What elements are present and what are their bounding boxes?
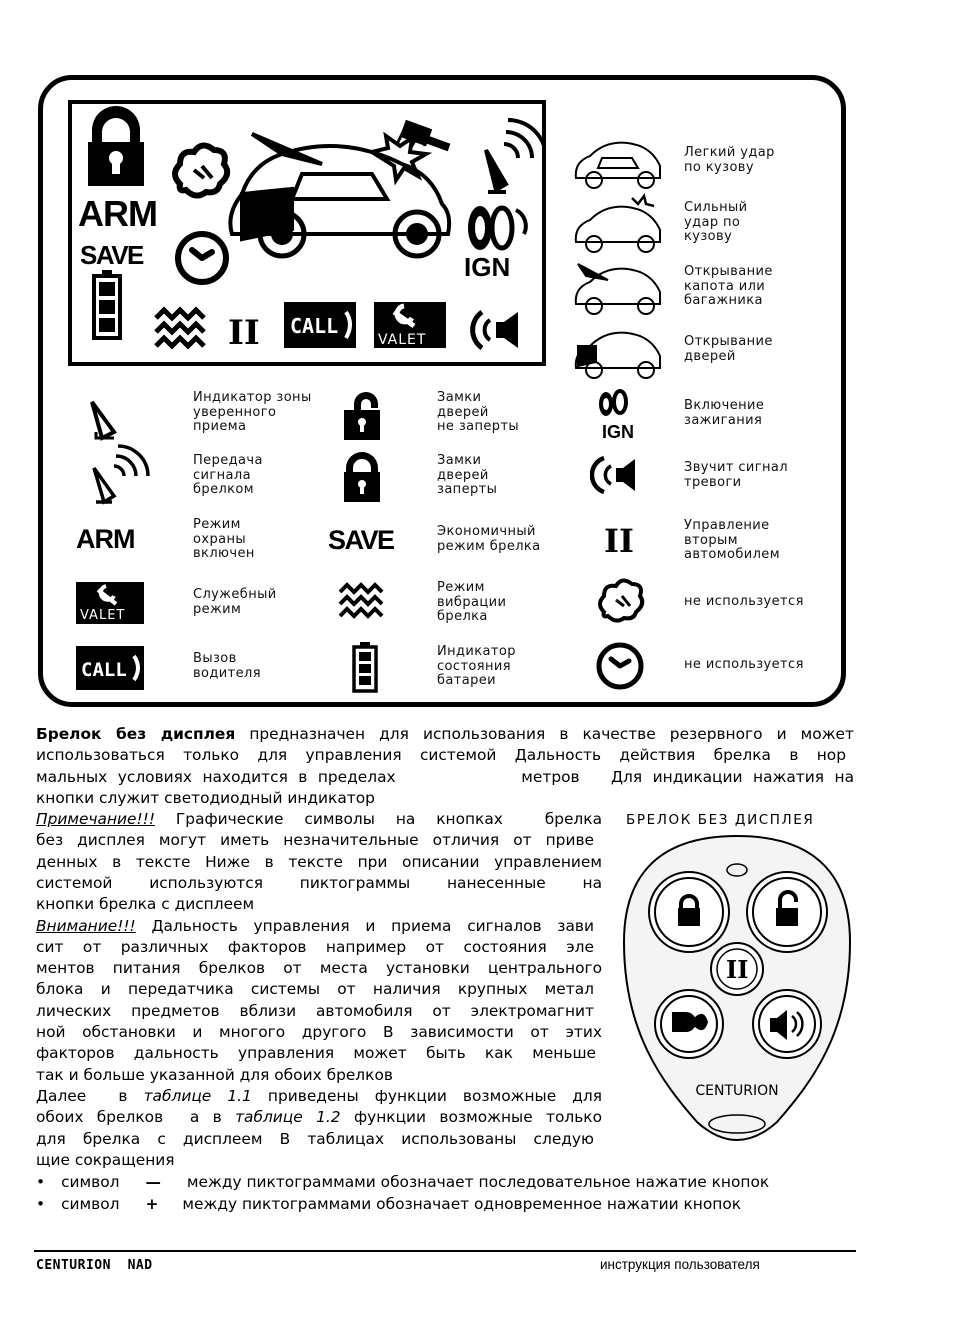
attention-label: Внимание!!! (36, 916, 136, 935)
siren-icon (592, 458, 635, 492)
arm-icon: ARM (76, 524, 135, 554)
svg-text:VALET: VALET (80, 608, 126, 623)
ign-label: IGN (464, 252, 511, 282)
intro-line-3: мальных условиях находится в пределах метров Для индикации нажатия на (36, 767, 854, 786)
footer-brand: CENTURION NAD (36, 1258, 153, 1273)
call-icon (76, 646, 144, 690)
col3-icons (590, 386, 660, 696)
ignition-icon (464, 206, 526, 282)
siren-button (753, 990, 821, 1058)
svg-text:VALET: VALET (378, 332, 427, 348)
svg-text:CALL: CALL (290, 314, 339, 338)
legend-hood-open: Открывание капота или багажника (684, 264, 773, 308)
fob-title: БРЕЛОК БЕЗ ДИСПЛЕЯ (626, 812, 815, 828)
vibration-icon (156, 310, 204, 346)
antenna-signal-icon (94, 446, 148, 502)
legend-call: Вызов водителя (193, 651, 261, 681)
hammer-icon (372, 120, 450, 180)
heavy-shock-icon (576, 196, 660, 252)
bullet-list (36, 1172, 856, 1220)
legend-exhaust: не используется (684, 594, 804, 609)
antenna-signal-icon (486, 120, 542, 192)
lock-closed-icon (344, 452, 380, 502)
legend-save: Экономичный режим брелка (437, 524, 541, 554)
lock-open-icon (344, 392, 380, 440)
second-car-label: II (228, 313, 260, 353)
intro-bold: Брелок без дисплея (36, 725, 236, 743)
legend-battery: Индикатор состояния батареи (437, 644, 516, 688)
ignition-button (655, 990, 723, 1058)
intro-line-4: кнопки служит светодиодный индикатор (36, 788, 375, 807)
lock-button (649, 872, 729, 952)
legend-arm: Режим охраны включен (193, 517, 255, 561)
lock-closed-icon (88, 106, 144, 186)
footer-doc-type: инструкция пользователя (600, 1257, 760, 1272)
bullet-sequential: • символ — между пиктограммами обозначает последовательное нажатие кнопок (36, 1173, 770, 1191)
clock-icon (599, 645, 641, 687)
footer-rule (34, 1250, 856, 1252)
legend-second-car: Управление вторым автомобилем (684, 518, 780, 562)
note-paragraph: Примечание!!! Графические символы на кнопках брелка без дисплея могут иметь незначительные отличия от приве денных в тексте Ниже в тексте при описании управлением системой используются пиктограммы нанесенные на кнопки брелка с дисплеем Внимание!!! Дальность управления и приема сигналов зави сит от различных факторов например от состояния эле ментов питания брелков от места установки центрального блока и передатчика системы от наличия крупных метал лических предметов вблизи автомобиля от электромагнит ной обстановки и многого другого В зависимости от этих факторов дальность управления может быть как меньше так и больше указанной для обоих брелков Далее в таблице 1.1 приведены функции возможные для обоих брелков а в таблице 1.2 функции возможные только для брелка с дисплеем В таблицах использованы следую щие сокращения (36, 810, 603, 1169)
legend-ignition: Включение зажигания (684, 398, 765, 428)
svg-text:CALL: CALL (81, 659, 127, 681)
doors-open-icon (576, 333, 660, 378)
clock-icon (178, 234, 226, 282)
exhaust-icon (600, 580, 642, 620)
legend-heavy-shock: Сильный удар по кузову (684, 200, 748, 244)
second-car-icon: II (604, 522, 634, 560)
battery-icon (354, 642, 376, 691)
arm-label: ARM (78, 193, 157, 234)
unlock-button (747, 872, 827, 952)
keyfob-image (622, 832, 852, 1144)
legend-siren: Звучит сигнал тревоги (684, 460, 788, 490)
save-icon: SAVE (328, 525, 394, 555)
battery-icon (94, 270, 120, 338)
vibration-icon (340, 585, 382, 616)
legend-lock-open: Замки дверей не заперты (437, 390, 520, 434)
light-shock-icon (576, 143, 660, 188)
antenna-icon (92, 402, 114, 438)
legend-lock-closed: Замки дверей заперты (437, 453, 498, 497)
intro-paragraph: Брелок без дисплея предназначен для использования в качестве резервного и может использоваться только для управления системой Дальность действия брелка в нор мальных условиях находится в пределах метров Для индикации нажатия на кнопки служит светодиодный индикатор (36, 724, 854, 814)
valet-icon (76, 582, 144, 624)
col2-icons (326, 386, 406, 696)
exhaust-icon (175, 145, 227, 195)
save-label: SAVE (80, 240, 143, 270)
svg-text:II: II (726, 955, 749, 984)
valet-icon (374, 302, 446, 348)
siren-icon (473, 312, 518, 348)
call-icon (284, 302, 356, 348)
svg-text:IGN: IGN (602, 422, 635, 442)
bullet-simultaneous: • символ + между пиктограммами обозначает одновременное нажатии кнопок (36, 1195, 742, 1213)
col1-icons (74, 386, 154, 696)
legend-antenna-signal: Передача сигнала брелком (193, 453, 263, 497)
legend-clock: не используется (684, 657, 804, 672)
fob-brand: CENTURION (695, 1083, 779, 1099)
intro-line-2: использоваться только для управления системой Дальность действия брелка в нор (36, 746, 846, 765)
legend-doors-open: Открывание дверей (684, 334, 773, 364)
legend-light-shock: Легкий удар по кузову (684, 145, 775, 175)
car-icon (230, 128, 449, 256)
car-shock-icons (570, 126, 670, 386)
second-car-button (711, 943, 763, 995)
legend-valet: Служебный режим (193, 587, 277, 617)
hood-open-icon (576, 264, 660, 314)
note-label: Примечание!!! (36, 810, 155, 828)
legend-vibration: Режим вибрации брелка (437, 580, 507, 624)
ignition-icon (599, 391, 634, 442)
legend-antenna: Индикатор зоны уверенного приема (193, 390, 312, 434)
lcd-icons (72, 104, 542, 362)
